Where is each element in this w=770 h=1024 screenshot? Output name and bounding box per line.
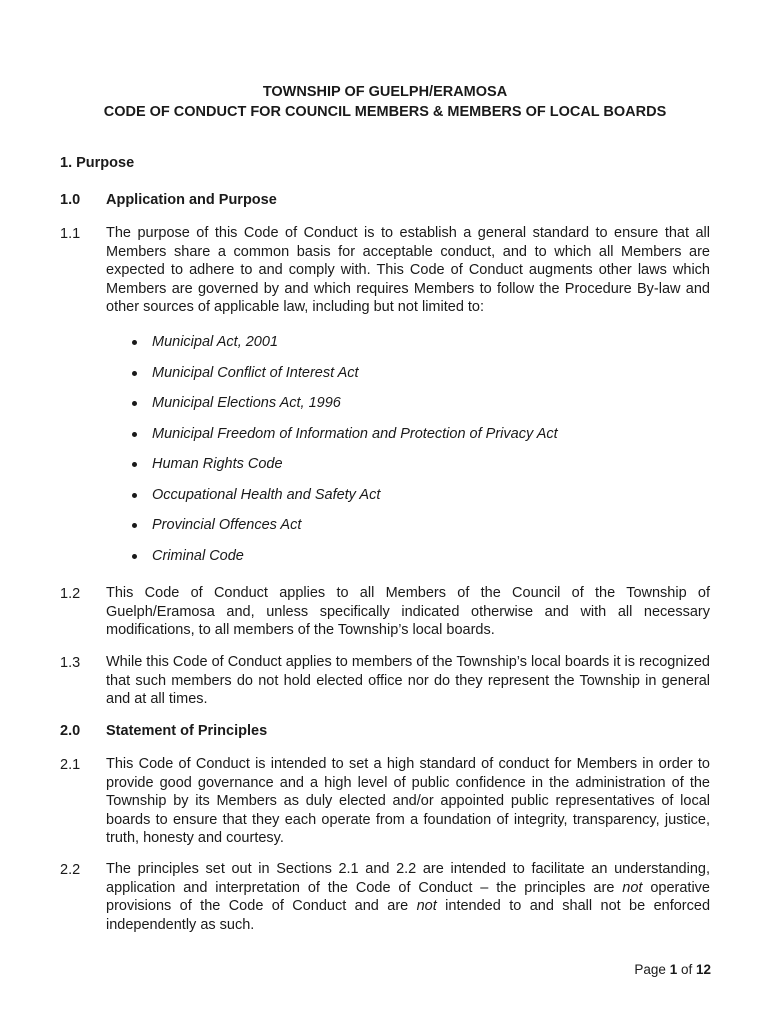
document-title-line2: CODE OF CONDUCT FOR COUNCIL MEMBERS & MEMBERS OF LOCAL BOARDS xyxy=(103,104,667,120)
para-2-2-number: 2.2 xyxy=(60,862,81,878)
section-2-0-number: 2.0 xyxy=(60,723,81,739)
section-1-0-heading: Application and Purpose xyxy=(106,192,277,208)
legislation-item: Municipal Freedom of Information and Protection of Privacy Act xyxy=(106,425,558,456)
para-2-2-text: The principles set out in Sections 2.1 and 2.2 are intended to facilitate an understanding, application and interpretation of the Code of Conduct – the principles are not operative provisions of the Code of Conduct and are not intended to and shall not be enforced independently as such. xyxy=(106,861,711,933)
section-2-0-heading: Statement of Principles xyxy=(106,723,268,739)
document-title-line1: TOWNSHIP OF GUELPH/ERAMOSA xyxy=(262,84,508,100)
bullet-icon xyxy=(132,371,137,376)
para-1-2-number: 1.2 xyxy=(60,586,81,602)
bullet-icon xyxy=(132,493,137,498)
bullet-icon xyxy=(132,432,137,437)
para-1-3-number: 1.3 xyxy=(60,655,81,671)
legislation-item: Human Rights Code xyxy=(106,455,558,486)
bullet-icon xyxy=(132,523,137,528)
legislation-item: Provincial Offences Act xyxy=(106,516,558,547)
para-1-3-text: While this Code of Conduct applies to members of the Township’s local boards it is recognized that such members do not hold elected office nor do they represent the Township in general and at all times. xyxy=(106,654,710,708)
para-1-1-text: The purpose of this Code of Conduct is to establish a general standard to ensure that all Members share a common basis for acceptable conduct, and to which all Members are expected to adhere to and comply with. This Code of Conduct augments other laws which Members are governed by and which requires Members to follow the Procedure By-law and other sources of applicable law, including but not limited to: xyxy=(106,225,710,316)
section-1-heading: 1. Purpose xyxy=(60,155,135,171)
legislation-item: Municipal Conflict of Interest Act xyxy=(106,364,558,395)
bullet-icon xyxy=(132,401,137,406)
para-1-1-number: 1.1 xyxy=(60,226,81,242)
para-1-2-text: This Code of Conduct applies to all Members of the Council of the Township of Guelph/Eramosa and, unless specifically indicated otherwise and with all necessary modifications, to all members of the Township’s local boards. xyxy=(106,585,710,639)
bullet-icon xyxy=(132,340,137,345)
legislation-item: Criminal Code xyxy=(106,547,558,578)
para-2-1-text: This Code of Conduct is intended to set a high standard of conduct for Members in order to provide good governance and a high level of public confidence in the administration of the Township by its Members as duly elected and/or appointed public representatives of local boards to ensure that they each operate from a foundation of integrity, transparency, justice, truth, honesty and courtesy. xyxy=(106,756,710,847)
bullet-icon xyxy=(132,554,137,559)
section-1-0-number: 1.0 xyxy=(60,192,81,208)
legislation-item: Occupational Health and Safety Act xyxy=(106,486,558,517)
bullet-icon xyxy=(132,462,137,467)
legislation-item: Municipal Elections Act, 1996 xyxy=(106,394,558,425)
legislation-item: Municipal Act, 2001 xyxy=(106,333,558,364)
legislation-list xyxy=(106,333,558,577)
page-number: Page 1 of 12 xyxy=(634,962,711,977)
para-2-1-number: 2.1 xyxy=(60,757,81,773)
